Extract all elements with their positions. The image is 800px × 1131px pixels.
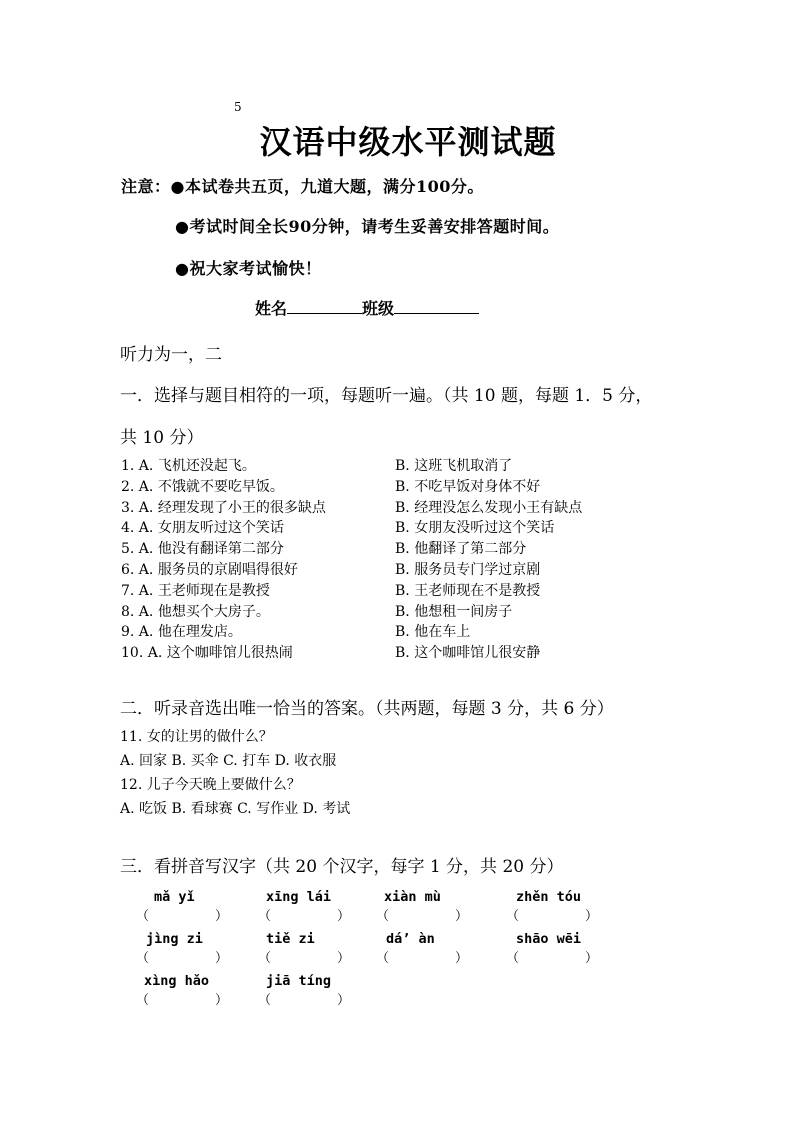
option-b: B. 他想租一间房子 xyxy=(395,603,513,620)
section3-heading: 三．看拼音写汉字（共 20 个汉字，每字 1 分，共 20 分） xyxy=(120,857,564,877)
answer-blank[interactable]: （ ） xyxy=(376,951,468,966)
notes-label: 注意： xyxy=(121,177,171,196)
question-row xyxy=(121,477,681,498)
pinyin-grid xyxy=(120,886,680,1012)
answer-blank[interactable]: （ ） xyxy=(506,909,598,924)
question-row xyxy=(121,518,681,539)
answer-blank[interactable]: （ ） xyxy=(258,993,350,1008)
option-a: 3. A. 经理发现了小王的很多缺点 xyxy=(121,499,326,516)
question-row xyxy=(121,539,681,560)
section2-heading: 二．听录音选出唯一恰当的答案。（共两题，每题 3 分，共 6 分） xyxy=(120,699,614,719)
pinyin-item xyxy=(128,970,243,1010)
pinyin-text: xīng lái xyxy=(266,889,332,905)
question-row xyxy=(121,643,681,664)
option-a: 10. A. 这个咖啡馆儿很热闹 xyxy=(121,645,293,662)
answer-blank[interactable]: （ ） xyxy=(506,951,598,966)
option-b: B. 服务员专门学过京剧 xyxy=(395,561,541,578)
option-b: B. 这个咖啡馆儿很安静 xyxy=(395,645,541,662)
question-row xyxy=(121,456,681,477)
notes-first-line xyxy=(121,174,484,197)
question-row xyxy=(121,622,681,643)
page-number: 5 xyxy=(234,100,242,114)
question-text: 11. 女的让男的做什么？ xyxy=(120,729,273,745)
pinyin-text: zhěn tóu xyxy=(516,889,582,905)
answer-blank[interactable]: （ ） xyxy=(258,909,350,924)
section2-questions xyxy=(120,725,680,821)
option-a: 2. A. 不饿就不要吃早饭。 xyxy=(121,478,284,495)
option-a: 5. A. 他没有翻译第二部分 xyxy=(121,541,284,558)
pinyin-item xyxy=(368,928,483,968)
option-b: B. 他翻译了第二部分 xyxy=(395,541,527,558)
option-b: B. 女朋友没听过这个笑话 xyxy=(395,520,555,537)
option-a: 7. A. 王老师现在是教授 xyxy=(121,582,270,599)
option-a: 1. A. 飞机还没起飞。 xyxy=(121,458,256,474)
question-row xyxy=(121,581,681,602)
pinyin-item xyxy=(250,928,365,968)
note-item: ●考试时间全长90分钟，请考生妥善安排答题时间。 xyxy=(175,217,560,236)
section1-questions xyxy=(121,456,681,664)
pinyin-item xyxy=(368,886,483,926)
pinyin-text: xìng hǎo xyxy=(144,973,210,989)
name-blank[interactable] xyxy=(287,299,362,314)
option-b: B. 经理没怎么发现小王有缺点 xyxy=(395,499,583,516)
pinyin-text: dá’ àn xyxy=(386,931,435,947)
answer-blank[interactable]: （ ） xyxy=(136,951,228,966)
answer-blank[interactable]: （ ） xyxy=(136,993,228,1008)
pinyin-text: tiě zi xyxy=(266,931,315,947)
listening-note: 听力为一，二 xyxy=(120,345,222,365)
name-class-line xyxy=(255,296,479,319)
pinyin-item xyxy=(498,928,613,968)
option-b: B. 王老师现在不是教授 xyxy=(395,582,541,599)
option-b: B. 这班飞机取消了 xyxy=(395,458,513,474)
pinyin-row xyxy=(120,928,680,970)
pinyin-text: jiā tíng xyxy=(266,973,332,989)
pinyin-text: shāo wēi xyxy=(516,931,582,947)
question-row xyxy=(121,498,681,519)
pinyin-item xyxy=(250,886,365,926)
answer-blank[interactable]: （ ） xyxy=(376,909,468,924)
pinyin-item xyxy=(250,970,365,1010)
pinyin-item xyxy=(498,886,613,926)
option-a: 4. A. 女朋友听过这个笑话 xyxy=(121,520,284,537)
question-row xyxy=(121,560,681,581)
pinyin-row xyxy=(120,970,680,1012)
section1-heading: 一．选择与题目相符的一项，每题听一遍。（共 10 题，每题 1．5 分， xyxy=(120,386,653,406)
note-item: ●祝大家考试愉快！ xyxy=(175,259,322,278)
answer-options: A. 吃饭 B. 看球赛 C. 写作业 D. 考试 xyxy=(120,801,351,817)
pinyin-text: mǎ yǐ xyxy=(154,889,195,905)
pinyin-item xyxy=(128,928,243,968)
pinyin-text: xiàn mù xyxy=(384,889,441,905)
option-a: 8. A. 他想买个大房子。 xyxy=(121,603,270,620)
note-item: ●本试卷共五页，九道大题，满分100分。 xyxy=(170,177,484,196)
class-blank[interactable] xyxy=(394,299,479,314)
answer-blank[interactable]: （ ） xyxy=(258,951,350,966)
answer-options: A. 回家 B. 买伞 C. 打车 D. 收衣服 xyxy=(120,753,337,769)
name-label: 姓名 xyxy=(255,299,288,318)
pinyin-row xyxy=(120,886,680,928)
pinyin-item xyxy=(128,886,243,926)
option-a: 6. A. 服务员的京剧唱得很好 xyxy=(121,561,298,578)
class-label: 班级 xyxy=(362,299,395,318)
page-title: 汉语中级水平测试题 xyxy=(259,123,557,161)
section1-heading-cont: 共 10 分） xyxy=(120,428,204,448)
option-b: B. 不吃早饭对身体不好 xyxy=(395,478,541,495)
option-b: B. 他在车上 xyxy=(395,624,471,641)
answer-blank[interactable]: （ ） xyxy=(136,909,228,924)
option-a: 9. A. 他在理发店。 xyxy=(121,624,242,641)
question-row xyxy=(121,602,681,623)
pinyin-text: jìng zi xyxy=(146,931,203,947)
question-text: 12. 儿子今天晚上要做什么？ xyxy=(120,777,301,793)
